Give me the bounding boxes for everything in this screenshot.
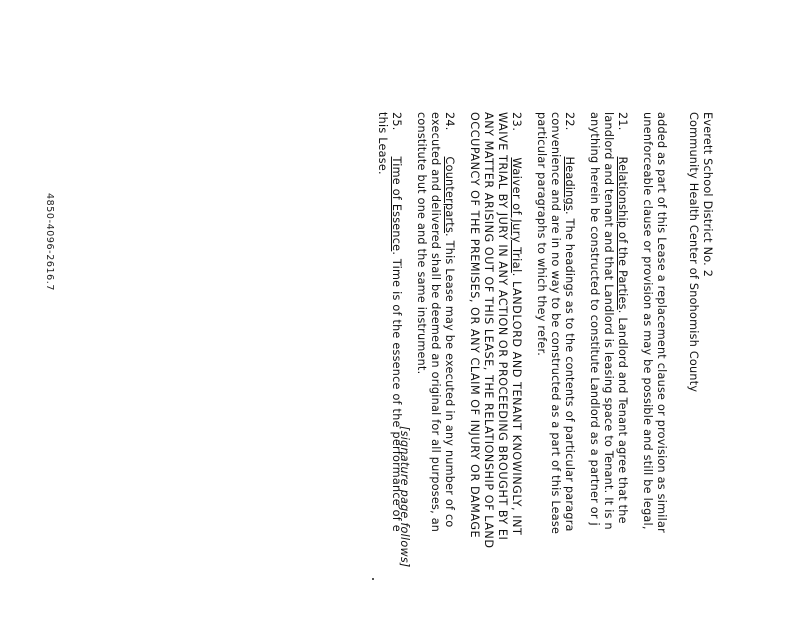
section-24-line-1-rest: . This Lease may be executed in any number of co [443,233,456,528]
section-23-line-1 [510,112,523,535]
section-25-line-1-rest: . Time is of the essence of the performance of e [390,251,403,532]
section-22-line-1-rest: . The headings as to the contents of particular paragra [563,210,576,532]
section-21-heading: Relationship of the Parties [616,156,629,310]
document-id-stamp: 4850-4096-2616.7 [44,193,55,292]
section-21-line-2: landlord and tenant and that Landlord is leasing space to Tenant. It is n [602,112,615,530]
para-20-line-1: added as part of this Lease a replacement clause or provision as similar [655,112,668,533]
signature-page-follows-note: [signature page follows] [398,426,411,568]
section-23-line-4: OCCUPANCY OF THE PREMISES, OR ANY CLAIM OF INJURY OR DAMAGE [468,112,481,539]
section-25-heading: Time of Essence [390,156,403,252]
section-22-line-2: convenience and are in no way to be constructed as a part of this Lease [549,112,562,535]
section-21-line-1-rest: . Landlord and Tenant agree that the [616,309,629,524]
section-22-number: 22. [563,112,576,131]
header-health-center: Community Health Center of Snohomish County [687,112,700,393]
header-district: Everett School District No. 2 [701,112,714,278]
section-22-line-3: particular paragraphs to which they refer. [535,112,548,357]
section-23-line-2: WAIVE TRIAL BY JURY IN ANY ACTION OR PROCEEDING BROUGHT BY EI [496,112,509,541]
section-24-line-3: constitute but one and the same instrument. [415,112,428,375]
section-22-heading: Headings [563,156,576,211]
section-23-number: 23. [510,112,523,132]
section-25-number: 25. [390,112,403,131]
section-21-line-3: anything herein be constructed to constitute Landlord as a partner or j [588,112,601,526]
scan-speck [372,578,374,580]
section-25-line-2: this Lease. [376,112,389,175]
section-21-number: 21. [616,112,629,131]
section-22-line-1 [563,112,576,532]
section-23-line-3: ANY MATTER ARISING OUT OF THIS LEASE, THE RELATIONSHIP OF LAND [482,112,495,549]
section-24-line-1 [443,112,456,528]
section-23-line-1-rest: . LANDLORD AND TENANT KNOWINGLY, INT [510,272,523,536]
section-23-heading: Waiver of Jury Trial [510,157,523,273]
section-24-number: 24. [443,112,456,131]
section-21-line-1 [616,112,629,524]
para-20-line-2: unenforceable clause or provision as may be possible and still be legal, [641,112,654,530]
section-24-line-2: executed and delivered shall be deemed an original for all purposes, an [429,112,442,533]
section-24-heading: Counterparts [443,156,456,234]
